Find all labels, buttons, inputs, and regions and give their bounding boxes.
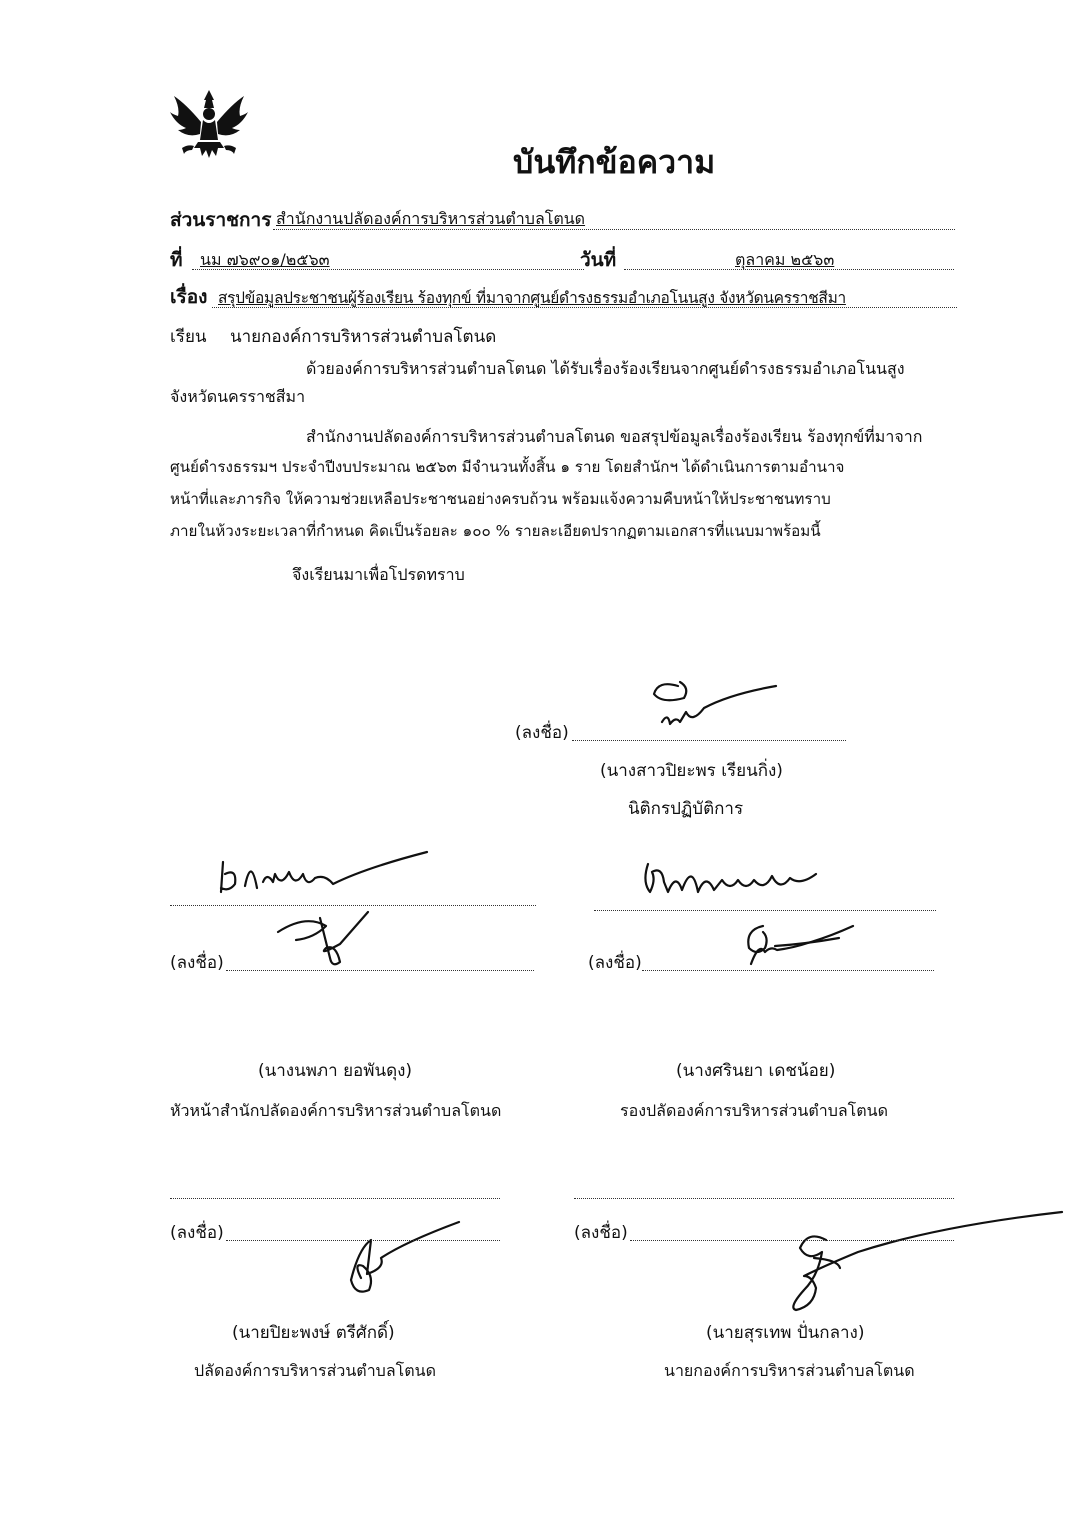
agency-label: ส่วนราชการ [170, 209, 272, 231]
left1-name: (นางนพภา ยอพันดุง) [258, 1061, 413, 1081]
right1-signature [735, 918, 860, 970]
left2-signature [325, 1218, 465, 1298]
left2-top-dotted-line [170, 1198, 500, 1199]
paragraph-1-line-1: ด้วยองค์การบริหารส่วนตำบลโตนด ได้รับเรื่องร้องเรียนจากศูนย์ดำรงธรรมอำเภอโนนสูง [306, 359, 905, 378]
right1-name: (นางศรินยา เดชน้อย) [676, 1061, 836, 1081]
right2-sign-dotted-line [630, 1240, 954, 1241]
garuda-emblem-icon [168, 86, 250, 162]
author-title: นิติกรปฏิบัติการ [628, 799, 744, 819]
right1-initial-dotted-line [594, 910, 936, 911]
page-title: บันทึกข้อความ [513, 143, 716, 181]
ref-label: ที่ [170, 249, 183, 271]
salutation-value: นายกองค์การบริหารส่วนตำบลโตนด [230, 327, 497, 347]
paragraph-2-line-4: ภายในห้วงระยะเวลาที่กำหนด คิดเป็นร้อยละ ๑๐๐ % รายละเอียดปรากฏตามเอกสารที่แนบมาพร้อมนี้ [170, 522, 821, 540]
ref-value: นม ๗๖๙๐๑/๒๕๖๓ [200, 250, 330, 269]
paragraph-1-line-2: จังหวัดนครราชสีมา [170, 387, 306, 406]
left1-title: หัวหน้าสำนักปลัดองค์การบริหารส่วนตำบลโตนด [170, 1101, 502, 1120]
right2-signature [778, 1206, 1066, 1316]
left1-initial-signature [215, 848, 435, 898]
left2-sign-dotted-line [226, 1240, 500, 1241]
subject-value: สรุปข้อมูลประชาชนผู้ร้องเรียน ร้องทุกข์ ที่มาจากศูนย์ดำรงธรรมอำเภอโนนสูง จังหวัดนครราชสีมา [218, 289, 846, 307]
agency-value: สำนักงานปลัดองค์การบริหารส่วนตำบลโตนด [276, 209, 586, 228]
left1-initial-dotted-line [170, 905, 536, 906]
right1-sign-dotted-line [642, 970, 934, 971]
right2-sign-label: (ลงชื่อ) [574, 1223, 628, 1243]
subject-label: เรื่อง [170, 286, 208, 308]
date-label: วันที่ [580, 249, 617, 271]
author-name: (นางสาวปิยะพร เรียนกิ่ง) [600, 761, 783, 781]
salutation-label: เรียน [170, 327, 207, 347]
left2-name: (นายปิยะพงษ์ ตรีศักดิ์) [232, 1323, 395, 1343]
left1-signature [270, 908, 380, 970]
author-sign-label: (ลงชื่อ) [515, 723, 569, 743]
paragraph-2-line-3: หน้าที่และภารกิจ ให้ความช่วยเหลือประชาชนอย่างครบถ้วน พร้อมแจ้งความคืบหน้าให้ประชาชนทราบ [170, 490, 831, 508]
left1-sign-label: (ลงชื่อ) [170, 953, 224, 973]
author-sign-dotted-line [572, 740, 846, 741]
left1-sign-dotted-line [226, 970, 534, 971]
right1-sign-label: (ลงชื่อ) [588, 953, 642, 973]
right2-top-dotted-line [574, 1198, 954, 1199]
date-value: ตุลาคม ๒๕๖๓ [735, 250, 835, 269]
paragraph-2-line-1: สำนักงานปลัดองค์การบริหารส่วนตำบลโตนด ขอสรุปข้อมูลเรื่องร้องเรียน ร้องทุกข์ที่มาจาก [306, 427, 923, 446]
paragraph-2-line-2: ศูนย์ดำรงธรรมฯ ประจำปีงบประมาณ ๒๕๖๓ มีจำนวนทั้งสิ้น ๑ ราย โดยสำนักฯ ได้ดำเนินการตามอำนาจ [170, 458, 845, 476]
closing-line: จึงเรียนมาเพื่อโปรดทราบ [292, 565, 465, 584]
left2-title: ปลัดองค์การบริหารส่วนตำบลโตนด [194, 1361, 436, 1380]
author-signature [640, 674, 790, 736]
right1-title: รองปลัดองค์การบริหารส่วนตำบลโตนด [620, 1101, 888, 1120]
right2-name: (นายสุรเทพ ปั่นกลาง) [706, 1323, 865, 1343]
right2-title: นายกองค์การบริหารส่วนตำบลโตนด [664, 1361, 915, 1380]
right1-initial-signature [640, 852, 830, 900]
left2-sign-label: (ลงชื่อ) [170, 1223, 224, 1243]
